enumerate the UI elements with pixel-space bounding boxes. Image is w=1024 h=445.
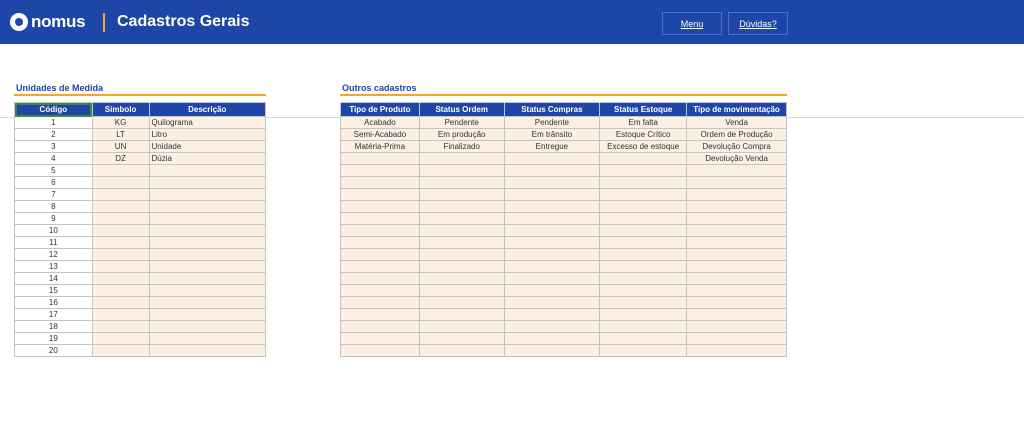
cell-descricao[interactable] bbox=[149, 321, 266, 333]
cell-tipo-movimentacao[interactable] bbox=[687, 249, 787, 261]
table-row bbox=[15, 225, 266, 237]
cell-tipo-produto[interactable]: Acabado bbox=[341, 117, 420, 129]
column-header-tipo-produto[interactable]: Tipo de Produto bbox=[341, 103, 420, 117]
cell-descricao[interactable] bbox=[149, 237, 266, 249]
cell-status-compras[interactable] bbox=[504, 249, 600, 261]
logo-icon bbox=[10, 13, 28, 31]
table-row bbox=[341, 261, 787, 273]
cell-tipo-produto[interactable] bbox=[341, 189, 420, 201]
column-header-status-ordem[interactable]: Status Ordem bbox=[419, 103, 504, 117]
cell-codigo[interactable]: 14 bbox=[15, 273, 93, 285]
table-row bbox=[15, 189, 266, 201]
cell-status-ordem[interactable] bbox=[419, 237, 504, 249]
table-row bbox=[15, 249, 266, 261]
table-row bbox=[15, 309, 266, 321]
cell-simbolo[interactable] bbox=[92, 309, 149, 321]
cell-simbolo[interactable] bbox=[92, 285, 149, 297]
cell-status-ordem[interactable] bbox=[419, 213, 504, 225]
cell-simbolo[interactable] bbox=[92, 165, 149, 177]
cell-descricao[interactable] bbox=[149, 201, 266, 213]
cell-status-estoque[interactable] bbox=[600, 273, 687, 285]
cell-descricao[interactable] bbox=[149, 309, 266, 321]
cell-tipo-movimentacao[interactable]: Ordem de Produção bbox=[687, 129, 787, 141]
cell-status-ordem[interactable] bbox=[419, 261, 504, 273]
others-section-underline bbox=[340, 94, 787, 96]
cell-status-ordem[interactable] bbox=[419, 153, 504, 165]
cell-tipo-movimentacao[interactable] bbox=[687, 201, 787, 213]
cell-status-estoque[interactable] bbox=[600, 165, 687, 177]
table-row bbox=[341, 153, 787, 165]
cell-status-ordem[interactable] bbox=[419, 297, 504, 309]
cell-simbolo[interactable] bbox=[92, 297, 149, 309]
cell-status-compras[interactable] bbox=[504, 297, 600, 309]
table-row bbox=[15, 153, 266, 165]
cell-tipo-produto[interactable] bbox=[341, 321, 420, 333]
cell-tipo-produto[interactable] bbox=[341, 177, 420, 189]
cell-status-estoque[interactable] bbox=[600, 201, 687, 213]
cell-descricao[interactable]: Litro bbox=[149, 129, 266, 141]
column-header-status-compras[interactable]: Status Compras bbox=[504, 103, 600, 117]
table-row bbox=[341, 273, 787, 285]
table-row bbox=[341, 177, 787, 189]
column-header-status-estoque[interactable]: Status Estoque bbox=[600, 103, 687, 117]
cell-codigo[interactable]: 9 bbox=[15, 213, 93, 225]
column-header-tipo-movimentacao[interactable]: Tipo de movimentação bbox=[687, 103, 787, 117]
cell-status-compras[interactable] bbox=[504, 237, 600, 249]
cell-status-ordem[interactable] bbox=[419, 201, 504, 213]
table-row bbox=[341, 189, 787, 201]
units-table bbox=[14, 102, 266, 357]
cell-simbolo[interactable] bbox=[92, 213, 149, 225]
cell-codigo[interactable]: 6 bbox=[15, 177, 93, 189]
table-row bbox=[341, 285, 787, 297]
table-row bbox=[341, 141, 787, 153]
table-row bbox=[341, 297, 787, 309]
table-row bbox=[15, 117, 266, 129]
cell-tipo-movimentacao[interactable] bbox=[687, 189, 787, 201]
cell-simbolo[interactable] bbox=[92, 333, 149, 345]
cell-descricao[interactable] bbox=[149, 273, 266, 285]
cell-status-compras[interactable] bbox=[504, 345, 600, 357]
cell-descricao[interactable]: Quilograma bbox=[149, 117, 266, 129]
cell-status-estoque[interactable] bbox=[600, 261, 687, 273]
cell-descricao[interactable]: Dúzia bbox=[149, 153, 266, 165]
cell-tipo-produto[interactable] bbox=[341, 261, 420, 273]
cell-status-estoque[interactable]: Em falta bbox=[600, 117, 687, 129]
cell-status-estoque[interactable] bbox=[600, 249, 687, 261]
cell-status-compras[interactable] bbox=[504, 153, 600, 165]
cell-tipo-produto[interactable] bbox=[341, 213, 420, 225]
cell-status-ordem[interactable] bbox=[419, 249, 504, 261]
table-row bbox=[15, 237, 266, 249]
cell-status-estoque[interactable] bbox=[600, 285, 687, 297]
cell-simbolo[interactable] bbox=[92, 237, 149, 249]
table-row bbox=[341, 129, 787, 141]
cell-tipo-movimentacao[interactable] bbox=[687, 345, 787, 357]
cell-simbolo[interactable] bbox=[92, 177, 149, 189]
cell-tipo-produto[interactable]: Matéria-Prima bbox=[341, 141, 420, 153]
cell-simbolo[interactable]: KG bbox=[92, 117, 149, 129]
cell-status-compras[interactable] bbox=[504, 333, 600, 345]
column-header-codigo[interactable]: Código bbox=[15, 103, 93, 117]
cell-simbolo[interactable] bbox=[92, 225, 149, 237]
table-row bbox=[15, 165, 266, 177]
cell-tipo-produto[interactable] bbox=[341, 153, 420, 165]
others-section-title: Outros cadastros bbox=[342, 83, 417, 93]
cell-simbolo[interactable] bbox=[92, 273, 149, 285]
cell-status-compras[interactable] bbox=[504, 273, 600, 285]
cell-status-estoque[interactable] bbox=[600, 225, 687, 237]
cell-status-compras[interactable] bbox=[504, 261, 600, 273]
cell-status-compras[interactable] bbox=[504, 177, 600, 189]
cell-tipo-produto[interactable]: Semi-Acabado bbox=[341, 129, 420, 141]
cell-status-compras[interactable]: Entregue bbox=[504, 141, 600, 153]
cell-tipo-produto[interactable] bbox=[341, 345, 420, 357]
cell-codigo[interactable]: 19 bbox=[15, 333, 93, 345]
cell-tipo-produto[interactable] bbox=[341, 201, 420, 213]
cell-descricao[interactable] bbox=[149, 249, 266, 261]
cell-status-estoque[interactable] bbox=[600, 309, 687, 321]
table-row bbox=[15, 285, 266, 297]
menu-button[interactable]: Menu bbox=[662, 12, 722, 35]
cell-status-ordem[interactable] bbox=[419, 189, 504, 201]
cell-codigo[interactable]: 1 bbox=[15, 117, 93, 129]
cell-status-compras[interactable] bbox=[504, 285, 600, 297]
cell-codigo[interactable]: 20 bbox=[15, 345, 93, 357]
cell-status-compras[interactable]: Em trânsito bbox=[504, 129, 600, 141]
table-row bbox=[15, 321, 266, 333]
cell-codigo[interactable]: 10 bbox=[15, 225, 93, 237]
cell-tipo-movimentacao[interactable] bbox=[687, 225, 787, 237]
cell-tipo-produto[interactable] bbox=[341, 285, 420, 297]
table-row bbox=[15, 273, 266, 285]
cell-descricao[interactable]: Unidade bbox=[149, 141, 266, 153]
cell-status-compras[interactable] bbox=[504, 201, 600, 213]
table-row bbox=[15, 213, 266, 225]
cell-codigo[interactable]: 12 bbox=[15, 249, 93, 261]
cell-status-estoque[interactable] bbox=[600, 189, 687, 201]
cell-descricao[interactable] bbox=[149, 285, 266, 297]
cell-descricao[interactable] bbox=[149, 177, 266, 189]
cell-status-estoque[interactable] bbox=[600, 333, 687, 345]
cell-tipo-movimentacao[interactable] bbox=[687, 213, 787, 225]
cell-status-estoque[interactable] bbox=[600, 345, 687, 357]
cell-status-ordem[interactable] bbox=[419, 225, 504, 237]
others-table bbox=[340, 102, 787, 357]
table-row bbox=[15, 345, 266, 357]
cell-tipo-produto[interactable] bbox=[341, 297, 420, 309]
table-row bbox=[341, 213, 787, 225]
cell-codigo[interactable]: 16 bbox=[15, 297, 93, 309]
cell-tipo-movimentacao[interactable] bbox=[687, 321, 787, 333]
cell-status-estoque[interactable]: Excesso de estoque bbox=[600, 141, 687, 153]
cell-tipo-movimentacao[interactable] bbox=[687, 165, 787, 177]
cell-tipo-movimentacao[interactable]: Devolução Compra bbox=[687, 141, 787, 153]
cell-tipo-movimentacao[interactable] bbox=[687, 297, 787, 309]
cell-tipo-movimentacao[interactable] bbox=[687, 261, 787, 273]
cell-status-ordem[interactable]: Em produção bbox=[419, 129, 504, 141]
cell-status-compras[interactable] bbox=[504, 225, 600, 237]
cell-tipo-produto[interactable] bbox=[341, 225, 420, 237]
cell-tipo-movimentacao[interactable] bbox=[687, 333, 787, 345]
cell-tipo-movimentacao[interactable]: Venda bbox=[687, 117, 787, 129]
cell-descricao[interactable] bbox=[149, 213, 266, 225]
cell-tipo-movimentacao[interactable] bbox=[687, 177, 787, 189]
table-row bbox=[341, 117, 787, 129]
cell-status-estoque[interactable] bbox=[600, 321, 687, 333]
cell-tipo-produto[interactable] bbox=[341, 237, 420, 249]
cell-descricao[interactable] bbox=[149, 189, 266, 201]
cell-simbolo[interactable]: UN bbox=[92, 141, 149, 153]
cell-status-compras[interactable] bbox=[504, 213, 600, 225]
cell-simbolo[interactable] bbox=[92, 345, 149, 357]
table-row bbox=[341, 249, 787, 261]
cell-status-ordem[interactable] bbox=[419, 333, 504, 345]
table-row bbox=[15, 333, 266, 345]
cell-codigo[interactable]: 2 bbox=[15, 129, 93, 141]
cell-codigo[interactable]: 15 bbox=[15, 285, 93, 297]
cell-status-estoque[interactable] bbox=[600, 213, 687, 225]
logo-text: nomus bbox=[31, 12, 86, 31]
cell-descricao[interactable] bbox=[149, 165, 266, 177]
cell-tipo-movimentacao[interactable] bbox=[687, 285, 787, 297]
cell-status-ordem[interactable]: Finalizado bbox=[419, 141, 504, 153]
duvidas-button[interactable]: Dúvidas? bbox=[728, 12, 788, 35]
table-row bbox=[15, 297, 266, 309]
cell-tipo-produto[interactable] bbox=[341, 165, 420, 177]
cell-simbolo[interactable]: LT bbox=[92, 129, 149, 141]
cell-codigo[interactable]: 8 bbox=[15, 201, 93, 213]
cell-status-ordem[interactable]: Pendente bbox=[419, 117, 504, 129]
cell-descricao[interactable] bbox=[149, 225, 266, 237]
units-section-underline bbox=[14, 94, 266, 96]
cell-tipo-produto[interactable] bbox=[341, 333, 420, 345]
column-header-simbolo[interactable]: Símbolo bbox=[92, 103, 149, 117]
cell-simbolo[interactable] bbox=[92, 189, 149, 201]
cell-status-ordem[interactable] bbox=[419, 321, 504, 333]
cell-tipo-produto[interactable] bbox=[341, 309, 420, 321]
cell-status-ordem[interactable] bbox=[419, 273, 504, 285]
cell-status-ordem[interactable] bbox=[419, 285, 504, 297]
cell-tipo-produto[interactable] bbox=[341, 249, 420, 261]
cell-status-ordem[interactable] bbox=[419, 177, 504, 189]
table-row bbox=[15, 141, 266, 153]
cell-descricao[interactable] bbox=[149, 333, 266, 345]
cell-tipo-movimentacao[interactable] bbox=[687, 309, 787, 321]
cell-simbolo[interactable] bbox=[92, 261, 149, 273]
units-section-title: Unidades de Medida bbox=[16, 83, 104, 93]
table-row bbox=[341, 201, 787, 213]
cell-status-compras[interactable] bbox=[504, 165, 600, 177]
cell-simbolo[interactable] bbox=[92, 321, 149, 333]
cell-tipo-movimentacao[interactable] bbox=[687, 273, 787, 285]
cell-status-ordem[interactable] bbox=[419, 345, 504, 357]
page-title: Cadastros Gerais bbox=[117, 13, 250, 30]
cell-codigo[interactable]: 11 bbox=[15, 237, 93, 249]
table-row bbox=[341, 345, 787, 357]
table-row bbox=[15, 129, 266, 141]
cell-codigo[interactable]: 17 bbox=[15, 309, 93, 321]
cell-codigo[interactable]: 3 bbox=[15, 141, 93, 153]
table-row bbox=[15, 261, 266, 273]
cell-status-ordem[interactable] bbox=[419, 309, 504, 321]
cell-tipo-produto[interactable] bbox=[341, 273, 420, 285]
cell-status-ordem[interactable] bbox=[419, 165, 504, 177]
column-header-descricao[interactable]: Descrição bbox=[149, 103, 266, 117]
cell-codigo[interactable]: 4 bbox=[15, 153, 93, 165]
table-row bbox=[15, 201, 266, 213]
table-row bbox=[15, 177, 266, 189]
table-row bbox=[341, 225, 787, 237]
cell-status-estoque[interactable]: Estoque Crítico bbox=[600, 129, 687, 141]
nomus-logo bbox=[10, 12, 85, 32]
cell-codigo[interactable]: 5 bbox=[15, 165, 93, 177]
cell-status-compras[interactable] bbox=[504, 189, 600, 201]
cell-status-estoque[interactable] bbox=[600, 237, 687, 249]
cell-descricao[interactable] bbox=[149, 261, 266, 273]
table-row bbox=[341, 321, 787, 333]
table-row bbox=[341, 309, 787, 321]
cell-simbolo[interactable] bbox=[92, 249, 149, 261]
cell-codigo[interactable]: 7 bbox=[15, 189, 93, 201]
cell-status-estoque[interactable] bbox=[600, 177, 687, 189]
header-divider bbox=[103, 13, 105, 32]
app-header bbox=[0, 0, 1024, 44]
cell-descricao[interactable] bbox=[149, 297, 266, 309]
table-row bbox=[341, 333, 787, 345]
cell-status-compras[interactable]: Pendente bbox=[504, 117, 600, 129]
cell-status-estoque[interactable] bbox=[600, 153, 687, 165]
cell-simbolo[interactable] bbox=[92, 201, 149, 213]
cell-tipo-movimentacao[interactable]: Devolução Venda bbox=[687, 153, 787, 165]
table-row bbox=[341, 165, 787, 177]
cell-codigo[interactable]: 13 bbox=[15, 261, 93, 273]
table-row bbox=[341, 237, 787, 249]
cell-descricao[interactable] bbox=[149, 345, 266, 357]
cell-tipo-movimentacao[interactable] bbox=[687, 237, 787, 249]
cell-status-compras[interactable] bbox=[504, 309, 600, 321]
cell-status-estoque[interactable] bbox=[600, 297, 687, 309]
cell-simbolo[interactable]: DZ bbox=[92, 153, 149, 165]
cell-status-compras[interactable] bbox=[504, 321, 600, 333]
cell-codigo[interactable]: 18 bbox=[15, 321, 93, 333]
